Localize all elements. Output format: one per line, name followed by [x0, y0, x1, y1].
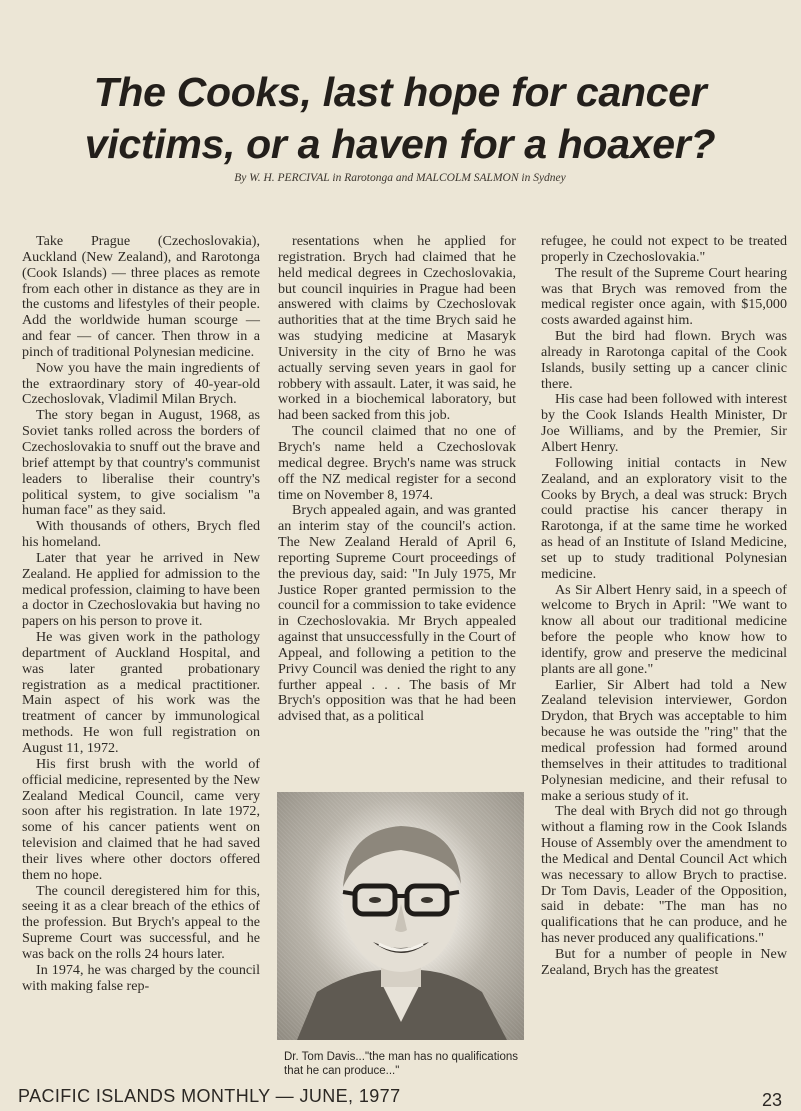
paragraph: Brych appealed again, and was granted an interim stay of the council's action. The New Zealand Herald of April 6, reporting Supreme Court proceedings of the previous day, said: "In July 1975, Mr Justice Roper granted permission to the council for a commission to take evidence in Czechoslovakia. Mr Brych appealed against that unsuccessfully in the Court of Appeal, and following a petition to the Privy Council was denied the right to any further appeal . . . The basis of Mr Brych's opposition was that he had been advised that, as a political [278, 502, 516, 725]
article-column-2 [278, 234, 516, 725]
paragraph: The story began in August, 1968, as Soviet tanks rolled across the borders of Czechoslovakia to snuff out the brave and brief attempt by that country's communist leaders to liberalise their country's political system, to give socialism "a human face" as they said. [22, 407, 260, 519]
article-column-1 [22, 234, 260, 995]
paragraph: Now you have the main ingredients of the extraordinary story of 40-year-old Czechoslovak, Vladimil Milan Brych. [22, 359, 260, 408]
publication-footer: PACIFIC ISLANDS MONTHLY — JUNE, 1977 [18, 1086, 401, 1106]
portrait-illustration [277, 792, 524, 1040]
article-title: The Cooks, last hope for cancer victims, or a haven for a hoaxer? [84, 69, 716, 167]
paragraph: But the bird had flown. Brych was already in Rarotonga capital of the Cook Islands, busily setting up a cancer clinic there. [541, 328, 787, 392]
paragraph: In 1974, he was charged by the council with making false rep- [22, 961, 260, 994]
photo-caption: Dr. Tom Davis..."the man has no qualifications that he can produce..." [284, 1051, 518, 1077]
paragraph: He was given work in the pathology department of Auckland Hospital, and was later granted probationary registration as a medical practitioner. Main aspect of his work was the treatment of cancer by immunological methods. He won full registration on August 11, 1972. [22, 629, 260, 756]
paragraph: refugee, he could not expect to be treated properly in Czechoslovakia." [541, 233, 787, 265]
article-column-3 [541, 234, 787, 979]
paragraph: The deal with Brych did not go through without a flaming row in the Cook Islands House of Assembly over the amendment to the Medical and Dental Council Act which was necessary to allow Brych to practise. Dr Tom Davis, Leader of the Opposition, said in debate: "The man has no qualifications that he can produce, and he has never produced any qualifications." [541, 803, 787, 947]
paragraph: The council deregistered him for this, seeing it as a clear breach of the ethics of the profession. But Brych's appeal to the Supreme Court was successful, and he was back on the rolls 24 hours later. [22, 882, 260, 962]
page-number: 23 [762, 1090, 783, 1110]
paragraph: Earlier, Sir Albert had told a New Zealand television interviewer, Gordon Drydon, that Brych was acceptable to him because he was outside the "ring" that the medical profession had formed around themselves in their attitudes to traditional Polynesian medicine, and their refusal to make a serious study of it. [541, 676, 787, 804]
paragraph: Later that year he arrived in New Zealand. He applied for admission to the medical profession, claiming to have been a doctor in Czechoslovakia but having no papers on his person to prove it. [22, 549, 260, 630]
portrait-photo [277, 792, 524, 1040]
paragraph: His first brush with the world of official medicine, represented by the New Zealand Medical Council, came very soon after his registration. In late 1972, some of his cancer patients went on television and claimed that he had saved their lives where other doctors offered them no hope. [22, 755, 260, 883]
paragraph: Following initial contacts in New Zealand, and an exploratory visit to the Cooks by Brych, a deal was struck: Brych could practise his cancer therapy in Rarotonga, if at the same time he worked as head of an Institute of Island Medicine, set up to study traditional Polynesian medicine. [541, 454, 787, 582]
paragraph: As Sir Albert Henry said, in a speech of welcome to Brych in April: "We want to know all about our traditional medicine before the people who know how to identify, grow and preserve the medicinal plants are all gone." [541, 581, 787, 677]
paragraph: With thousands of others, Brych fled his homeland. [22, 518, 260, 551]
paragraph: resentations when he applied for registration. Brych had claimed that he held medical degrees in Czechoslovakia, but council inquiries in Prague had been answered with claims by Czechoslovak authorities that at the time Brych said he was studying medicine at Masaryk University in the city of Brno he was actually serving seven years in gaol for robbery with assault. Later, it was said, he worked in a biochemical laboratory, but had been sacked from this job. [278, 233, 516, 424]
article-byline: By W. H. PERCIVAL in Rarotonga and MALCOLM SALMON in Sydney [234, 172, 566, 184]
paragraph: The council claimed that no one of Brych's name held a Czechoslovak medical degree. Brych's name was struck off the NZ medical register for a second time on November 8, 1974. [278, 423, 516, 503]
paragraph: But for a number of people in New Zealand, Brych has the greatest [541, 945, 787, 978]
paragraph: The result of the Supreme Court hearing was that Brych was removed from the medical register once again, with $15,000 costs awarded against him. [541, 264, 787, 329]
paragraph: Take Prague (Czechoslovakia), Auckland (New Zealand), and Rarotonga (Cook Islands) — three places as remote from each other in distance as they are in the customs and lifestyles of their people. Add the worldwide human scourge — and fear — of cancer. Then throw in a pinch of traditional Polynesian medicine. [22, 233, 260, 360]
paragraph: His case had been followed with interest by the Cook Islands Health Minister, Dr Joe Williams, and by the Premier, Sir Albert Henry. [541, 391, 787, 455]
